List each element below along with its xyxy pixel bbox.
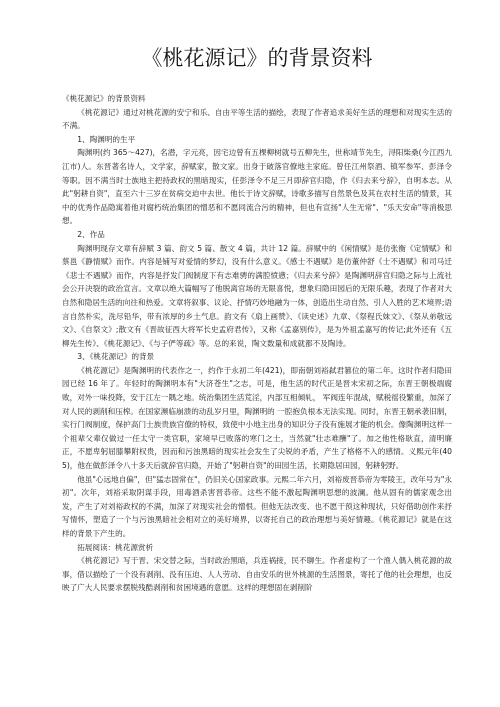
document-title: 《桃花源记》的背景资料 xyxy=(141,46,373,70)
document-body xyxy=(62,92,452,595)
paragraph: 《桃花源记》写于晋、宋交替之际，当时政治黑暗，兵连祸接，民不聊生。作者虚构了一个渔人偶入桃花源的故事，借以描绘了一个没有剥削、没有压迫、人人劳动、自由安乐的世外桃源的生活图景，寄托了他的社会理想，也反映了广大人民要求摆脱残酷剥削和贫困境遇的意愿。这样的理想固在剥削阶 xyxy=(62,556,452,593)
paragraph: 他虽"心远地自偏"，但"猛志固常在"，仍旧关心国家政事。元熙二年六月，刘裕废晋恭帝为零陵王，改年号为"永初"。次年，刘裕采取阴谋手段，用毒酒杀害晋恭帝。这些不能不激起陶渊明思想的波澜。他从固有的儒家观念出发，产生了对刘裕政权的不满，加深了对现实社会的憎恨。但他无法改变、也不愿干预这种现状，只好借助创作来抒写情怀，塑造了一个与污浊黑暗社会相对立的美好境界，以寄托自己的政治理想与美好情趣。《桃花源记》就是在这样的背景下产生的。 xyxy=(62,474,452,538)
paragraph: 《桃花源记》通过对桃花源的安宁和乐、自由平等生活的描绘，表现了作者追求美好生活的理想和对现实生活的不满。 xyxy=(62,107,452,131)
paragraph: 2、作品 xyxy=(77,229,105,239)
paragraph: 《桃花源记》是陶渊明的代表作之一，约作于永初二年(421)，即南朝刘裕弑君篡位的第二年。这时作者归隐田园已经 16 年了。年轻时的陶渊明本有"大济苍生"之志，可是，他生活的时代正是晋末宋初之际，东晋王朝极端腐败，对外一味投降，安于江左一隅之地。统治集团生活荒淫，内部互相倾轧， 军阀连年混战，赋税徭役繁重，加深了对人民的剥削和压榨。在国家濒临崩溃的动乱岁月里，陶渊明的 一腔抱负根本无法实现。同时，东晋王朝承袭旧制，实行门阀制度，保护高门士族贵族官僚的特权，致使中小地主出身的知识分子没有施展才能的机会。像陶渊明这样一个祖辈父辈仅做过一任太守一类官职，家境早已败落的寒门之士，当然就"壮志难酬"了。加之他性格耿直，清明廉正，不愿卑躬屈膝攀附权贵，因而和污浊黑暗的现实社会发生了尖锐的矛盾，产生了格格不入的感情。义熙元年(405)，他在做彭泽令八十多天后就辞官归隐，开始了"躬耕自资"的田园生活，长期隐居田园，躬耕躬野。 xyxy=(62,365,452,471)
paragraph: 陶渊明(约 365～427)，名潜，字元亮，因宅边曾有五棵柳树就号五柳先生，世称靖节先生，浔阳柴桑(今江西九江市)人。东晋著名诗人，文学家，辞赋家，散文家。出身于破落官僚地主家庭。曾任江州祭酒、镇军参军、彭泽令等职。因不满当时士族地主把持政权的黑暗现实，任彭泽令不足三月即辞官归隐，作《归去来兮辞》，自明本志。从此"躬耕自资"，直至六十三岁在贫病交迫中去世。他长于诗文辞赋，诗歌多描写自然景色及其在农村生活的情景，其中的优秀作品隐寓着他对腐朽统治集团的憎恶和不愿同流合污的精神，但也有宣扬"人生无常"、"乐天安命"等消极思想。 xyxy=(62,148,452,226)
paragraph: 陶渊明现存文章有辞赋 3 篇、韵文 5 篇、散文 4 篇，共计 12 篇。辞赋中的《闲情赋》是仿张衡《定情赋》和蔡邕《静情赋》而作。内容是铺写对爱情的梦幻，没有什么意义。《感士不遇赋》是仿董仲舒《士不遇赋》和司马迁《悲士不遇赋》而作，内容是抒发门阀制度下有志难骋的满腔愤懑；《归去来兮辞》是陶渊明辞官归隐之际与上流社会公开决裂的政治宣言。文章以绝大篇幅写了他脱离官场的无限喜悦，想象归隐田园后的无限乐趣，表现了作者对大自然和隐居生活的向往和热爱。文章将叙事、议论、抒情巧妙地融为一体，创造出生动自然、引人入胜的艺术境界;语言自然朴实，洗尽铅华，带有浓厚的乡土气息。韵文有《扇上画赞》、《读史述》九章、《祭程氏妹文》、《祭从弟敬远文》、《自祭文》;散文有《晋故征西大将军长史孟府君传》，又称《孟嘉别传》，是为外祖孟嘉写的传记;此外还有《五柳先生传》、《桃花源记》、《与子俨等疏》等。总的来说，陶文数量和成就都不及陶诗。 xyxy=(62,243,452,348)
paragraph: 《桃花源记》的背景资料 xyxy=(62,94,146,103)
paragraph: 拓展阅读：桃花源赏析 xyxy=(77,542,154,552)
paragraph: 1、陶渊明的生平 xyxy=(77,134,136,144)
paragraph: 3、《桃花源记》的背景 xyxy=(77,352,155,362)
